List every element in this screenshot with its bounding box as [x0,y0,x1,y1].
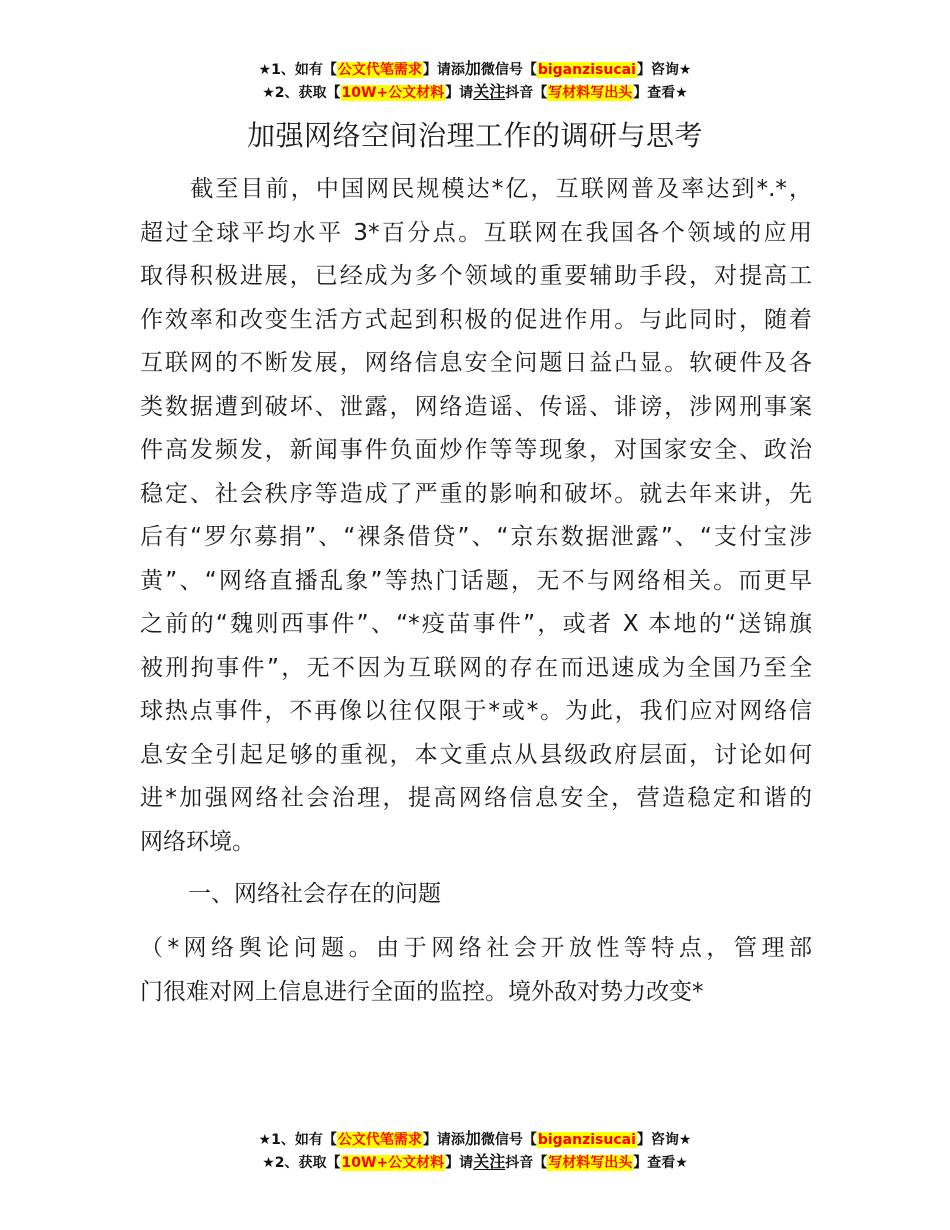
section-heading: 一、网络社会存在的问题 [188,881,441,907]
paragraph-line: 后有“罗尔募捐”、“裸条借贷”、“京东数据泄露”、“支付宝涉 [140,524,812,550]
paragraph-line: 之前的“魏则西事件”、“*疫苗事件”，或者 X 本地的“送锦旗 [140,611,812,637]
paragraph-line: 取得积极进展，已经成为多个领域的重要辅助手段，对提高工 [140,263,812,289]
douyin-account-highlight: 写材料写出头 [548,85,633,101]
paragraph-line: 门很难对网上信息进行全面的监控。境外敌对势力改变* [140,978,704,1005]
banner-text: 微信号【 [480,62,537,78]
paragraph-line: 稳定、社会秩序等造成了严重的影响和破坏。就去年来讲，先 [140,480,812,507]
follow-underlined-text: 关注 [473,82,506,101]
banner-text: 】请 [445,85,474,101]
banner-text: ★2、获取【 [262,1155,341,1171]
paragraph-line: 超过全球平均水平 3*百分点。互联网在我国各个领域的应用 [140,219,812,246]
banner-text: 加 [464,1129,481,1148]
paragraph-line: 作效率和改变生活方式起到积极的促进作用。与此同时，随着 [140,306,812,333]
banner-text: 】请 [445,1155,474,1171]
wechat-id-highlight: biganzisucai [537,1132,636,1148]
banner-text: 】查看★ [633,1155,688,1171]
paragraph-line: 被刑拘事件”，无不因为互联网的存在而迅速成为全国乃至全 [140,654,812,681]
materials-highlight: 10W+公文材料 [341,1155,445,1171]
footer-banner [0,1128,950,1174]
paragraph-line: 网络环境。 [140,828,255,855]
materials-highlight: 10W+公文材料 [341,85,445,101]
follow-underlined-text: 关注 [473,1152,506,1171]
douyin-account-highlight: 写材料写出头 [548,1155,633,1171]
banner-text: ★2、获取【 [262,85,341,101]
ghostwriting-highlight: 公文代笔需求 [337,62,422,78]
banner-text: 】请添 [422,62,465,78]
ghostwriting-highlight: 公文代笔需求 [337,1132,422,1148]
banner-text: 抖音【 [505,85,548,101]
header-banner [0,58,950,104]
banner-text: ★1、如有【 [258,62,337,78]
paragraph-line: 黄”、“网络直播乱象”等热门话题，无不与网络相关。而更早 [140,567,812,594]
paragraph-line: 互联网的不断发展，网络信息安全问题日益凸显。软硬件及各 [140,350,812,376]
banner-text: 抖音【 [505,1155,548,1171]
paragraph-line: 类数据遭到破坏、泄露，网络造谣、传谣、诽谤，涉网刑事案 [140,393,812,420]
paragraph-intro [140,168,812,864]
footer-banner-line-2 [0,1151,950,1174]
banner-text: ★1、如有【 [258,1132,337,1148]
paragraph-line: 进*加强网络社会治理，提高网络信息安全，营造稳定和谐的 [140,785,812,811]
paragraph-line: 截至目前，中国网民规模达*亿，互联网普及率达到*.*， [140,176,812,202]
header-banner-line-2 [0,81,950,104]
paragraph-line: 息安全引起足够的重视，本文重点从县级政府层面，讨论如何 [140,741,812,768]
paragraph-line: 球热点事件，不再像以往仅限于*或*。为此，我们应对网络信 [140,698,812,724]
paragraph-line: 件高发频发，新闻事件负面炒作等等现象，对国家安全、政治 [140,437,812,463]
banner-text: 微信号【 [480,1132,537,1148]
header-banner-line-1 [0,58,950,81]
paragraph-network-opinion [140,927,812,1014]
banner-text: 】查看★ [633,85,688,101]
wechat-id-highlight: biganzisucai [537,62,636,78]
paragraph-line: （*网络舆论问题。由于网络社会开放性等特点，管理部 [140,935,812,961]
banner-text: 】请添 [422,1132,465,1148]
footer-banner-line-1 [0,1128,950,1151]
banner-text: 】咨询★ [636,62,692,78]
banner-text: 】咨询★ [636,1132,692,1148]
banner-text: 加 [464,59,481,78]
document-title: 加强网络空间治理工作的调研与思考 [246,119,703,152]
